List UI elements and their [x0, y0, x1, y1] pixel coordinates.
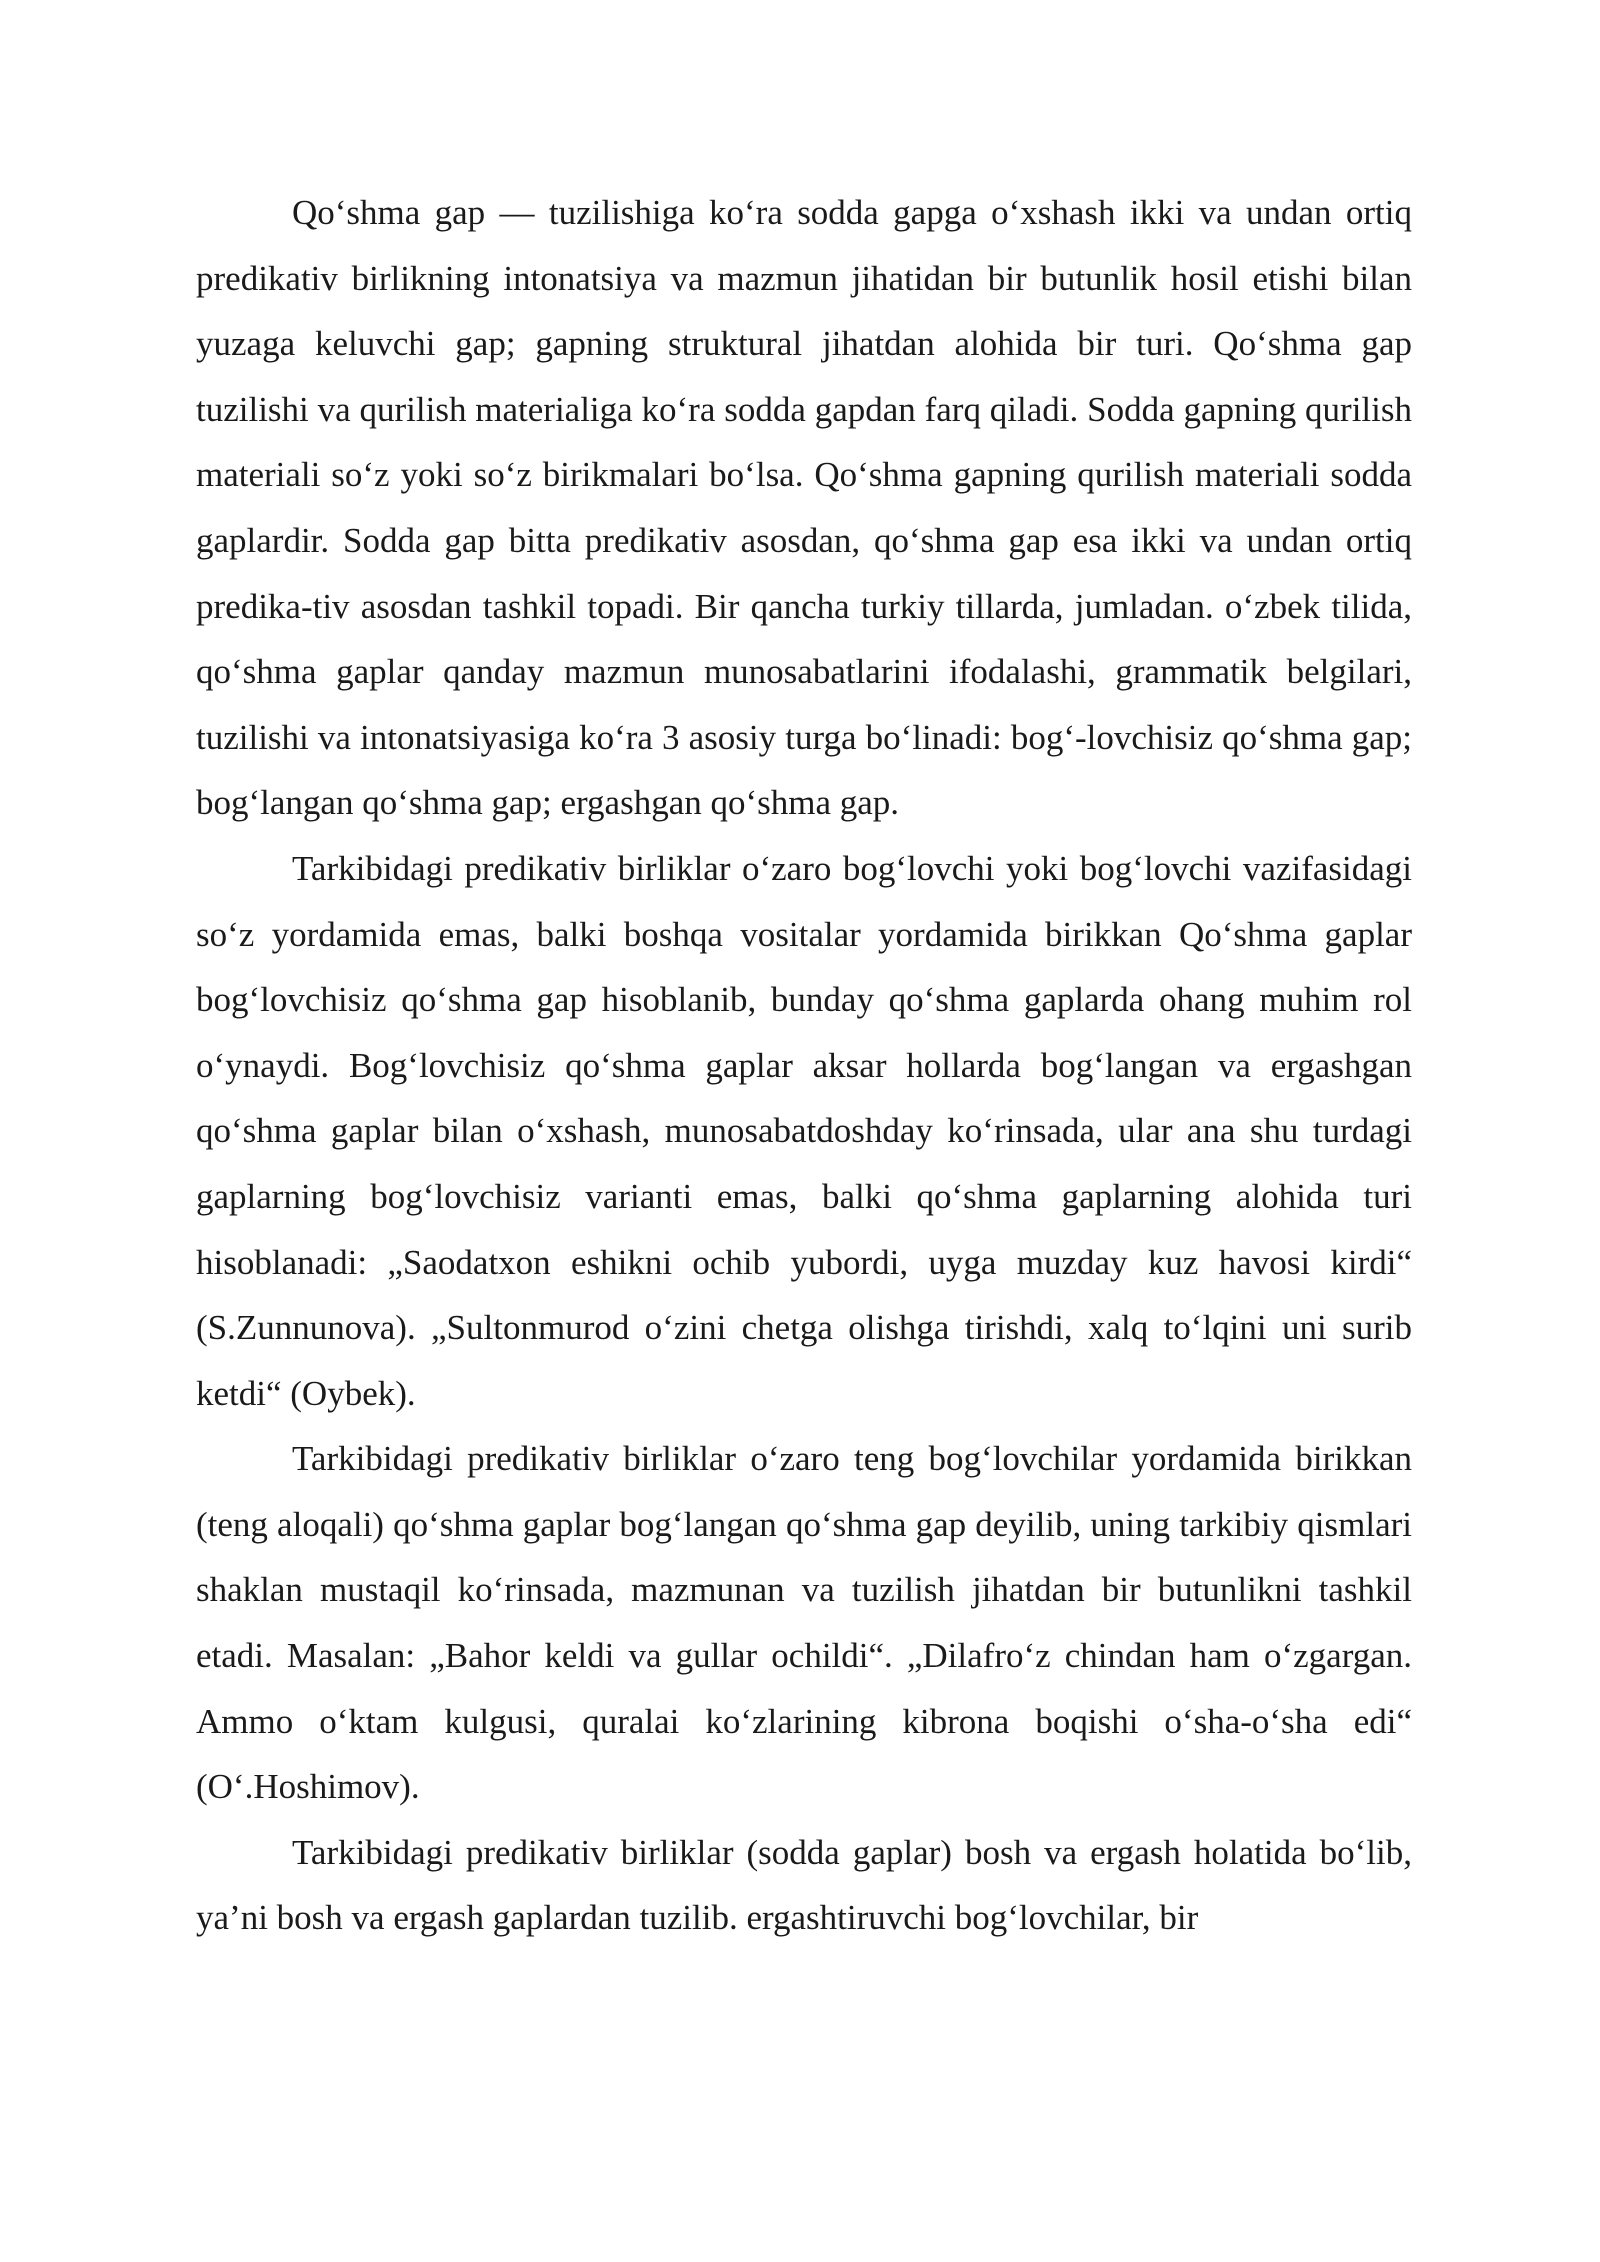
- paragraph-3: Tarkibidagi predikativ birliklar o‘zaro teng bog‘lovchilar yordamida birikkan (teng aloqali) qo‘shma gaplar bog‘langan qo‘shma gap deyilib, uning tarkibiy qismlari shaklan mustaqil ko‘rinsada, mazmunan va tuzilish jihatdan bir butunlikni tashkil etadi. Masalan: „Bahor keldi va gullar ochildi“. „Dilafro‘z chindan ham o‘zgargan. Ammo o‘ktam kulgusi, quralai ko‘zlarining kibrona boqishi o‘sha-o‘sha edi“ (O‘.Hoshimov).: [196, 1439, 1412, 1807]
- document-page: [196, 180, 1412, 1951]
- paragraph-1: Qo‘shma gap — tuzilishiga ko‘ra sodda gapga o‘xshash ikki va undan ortiq predikativ birlikning intonatsiya va mazmun jihatidan bir butunlik hosil etishi bilan yuzaga keluvchi gap; gapning struktural jihatdan alohida bir turi. Qo‘shma gap tuzilishi va qurilish materialiga ko‘ra sodda gapdan farq qiladi. Sodda gapning qurilish materiali so‘z yoki so‘z birikmalari bo‘lsa. Qo‘shma gapning qurilish materiali sodda gaplardir. Sodda gap bitta predikativ asosdan, qo‘shma gap esa ikki va undan ortiq predika-tiv asosdan tashkil topadi. Bir qancha turkiy tillarda, jumladan. o‘zbek tilida, qo‘shma gaplar qanday mazmun munosabatlarini ifodalashi, grammatik belgilari, tuzilishi va intonatsiyasiga ko‘ra 3 asosiy turga bo‘linadi: bog‘-lovchisiz qo‘shma gap; bog‘langan qo‘shma gap; ergashgan qo‘shma gap.: [196, 193, 1412, 823]
- paragraph-2: Tarkibidagi predikativ birliklar o‘zaro bog‘lovchi yoki bog‘lovchi vazifasidagi so‘z yordamida emas, balki boshqa vositalar yordamida birikkan Qo‘shma gaplar bog‘lovchisiz qo‘shma gap hisoblanib, bunday qo‘shma gaplarda ohang muhim rol o‘ynaydi. Bog‘lovchisiz qo‘shma gaplar aksar hollarda bog‘langan va ergashgan qo‘shma gaplar bilan o‘xshash, munosabatdoshday ko‘rinsada, ular ana shu turdagi gaplarning bog‘lovchisiz varianti emas, balki qo‘shma gaplarning alohida turi hisoblanadi: „Saodatxon eshikni ochib yubordi, uyga muzday kuz havosi kirdi“ (S.Zunnunova). „Sultonmurod o‘zini chetga olishga tirishdi, xalq to‘lqini uni surib ketdi“ (Oybek).: [196, 848, 1412, 1413]
- paragraph-4: Tarkibidagi predikativ birliklar (sodda gaplar) bosh va ergash holatida bo‘lib, ya’ni bosh va ergash gaplardan tuzilib. ergashtiruvchi bog‘lovchilar, bir: [196, 1832, 1412, 1938]
